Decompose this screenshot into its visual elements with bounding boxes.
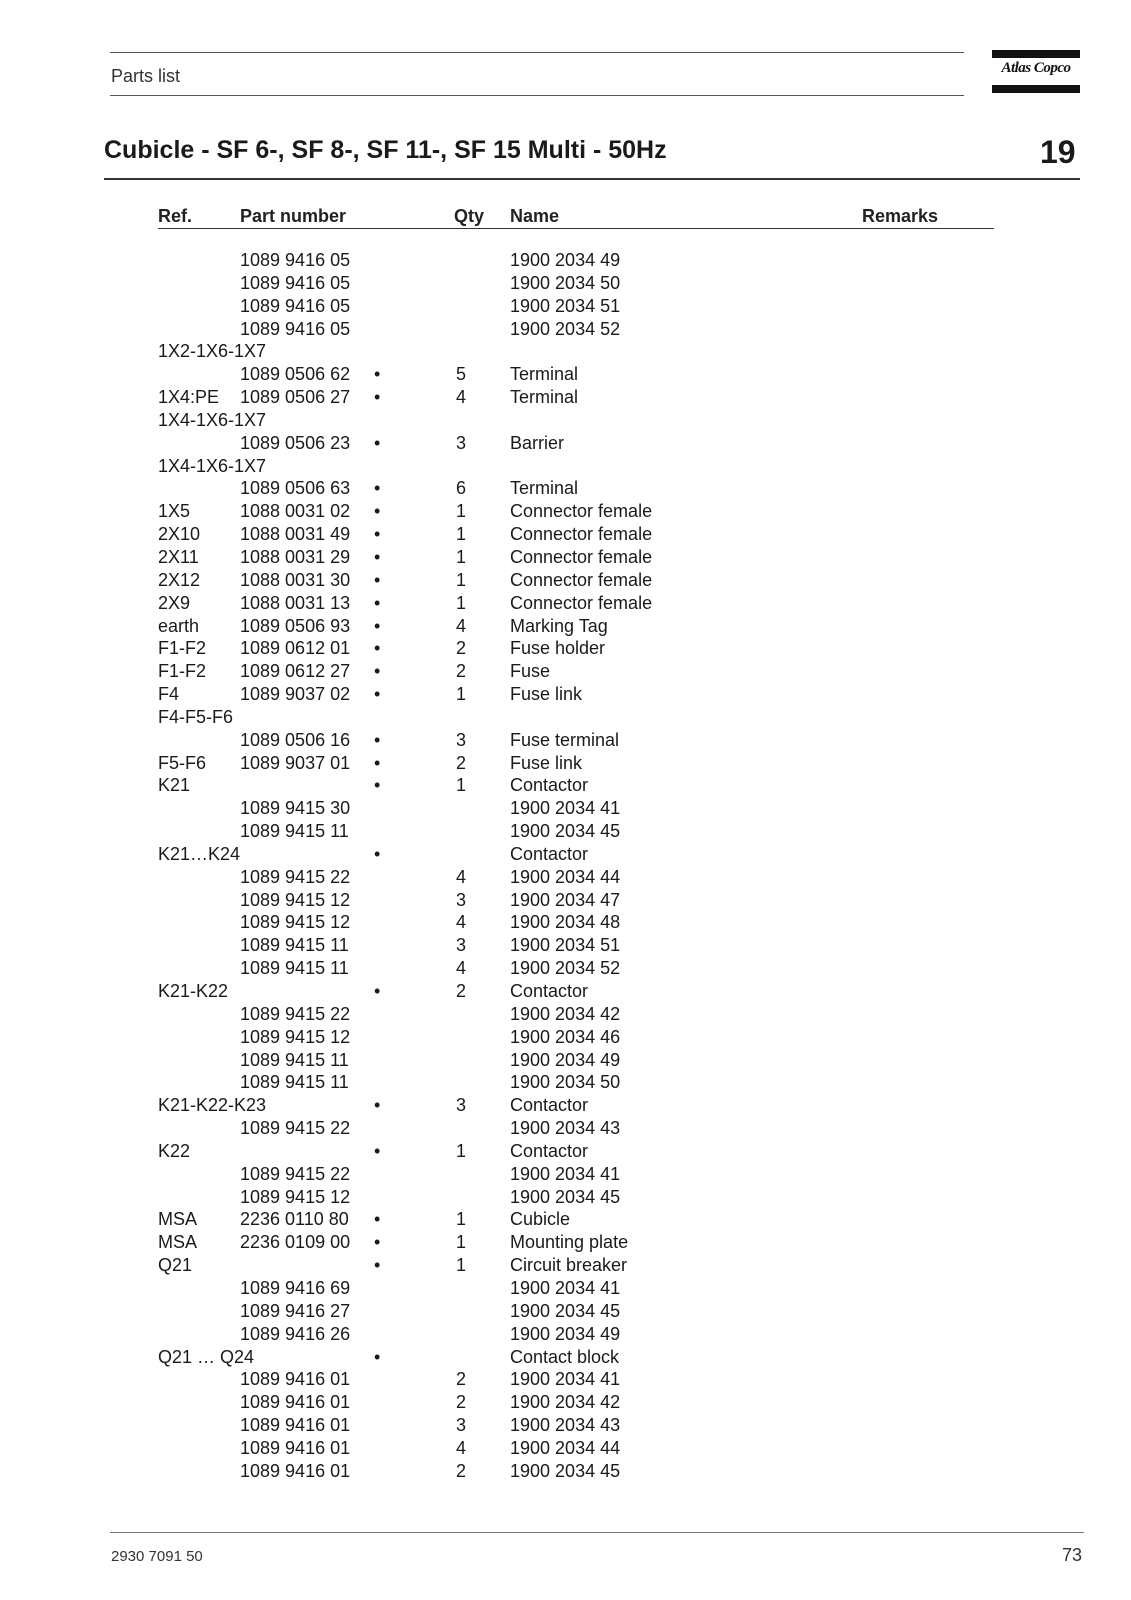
row-part-number: 1088 0031 30 bbox=[240, 569, 351, 590]
footer-rule bbox=[110, 1532, 1084, 1533]
row-name: Circuit breaker bbox=[510, 1255, 628, 1276]
row-qty: 1 bbox=[456, 1255, 467, 1276]
row-part-number: 1089 9415 12 bbox=[240, 912, 351, 933]
table-row bbox=[0, 1254, 1131, 1277]
row-ref: earth bbox=[158, 615, 200, 636]
table-row bbox=[0, 318, 1131, 341]
row-part-number: 2236 0109 00 bbox=[240, 1232, 351, 1253]
row-marker: • bbox=[374, 638, 381, 659]
row-name: Fuse link bbox=[510, 684, 583, 705]
table-row bbox=[0, 1323, 1131, 1346]
table-row bbox=[0, 1460, 1131, 1483]
row-part-number: 1089 0506 23 bbox=[240, 432, 351, 453]
row-qty: 5 bbox=[456, 364, 467, 385]
row-ref: K21-K22 bbox=[158, 981, 229, 1001]
section-number: 19 bbox=[1040, 134, 1076, 170]
row-marker: • bbox=[374, 592, 381, 613]
table-row bbox=[0, 1163, 1131, 1186]
row-name: Fuse terminal bbox=[510, 729, 620, 750]
table-row bbox=[0, 911, 1131, 934]
row-qty: 4 bbox=[456, 958, 467, 979]
row-part-number: 1089 0506 27 bbox=[240, 387, 351, 408]
row-marker: • bbox=[374, 981, 381, 1001]
row-marker: • bbox=[374, 1209, 381, 1230]
row-part-number: 1089 9415 22 bbox=[240, 1003, 351, 1024]
row-ref: MSA bbox=[158, 1232, 198, 1253]
table-row bbox=[0, 363, 1131, 386]
row-part-number: 1089 9416 27 bbox=[240, 1300, 351, 1321]
row-ref: F1-F2 bbox=[158, 661, 207, 682]
row-name: Cubicle bbox=[510, 1209, 571, 1230]
row-name: 1900 2034 45 bbox=[510, 821, 621, 842]
row-part-number: 1089 9415 22 bbox=[240, 866, 351, 887]
row-part-number: 1089 9415 12 bbox=[240, 1026, 351, 1047]
row-marker: • bbox=[374, 478, 381, 499]
row-name: Barrier bbox=[510, 432, 565, 453]
row-part-number: 1089 9415 11 bbox=[240, 958, 349, 979]
row-name: Fuse bbox=[510, 661, 551, 682]
row-qty: 4 bbox=[456, 866, 467, 887]
row-name: 1900 2034 43 bbox=[510, 1415, 621, 1436]
row-qty: 3 bbox=[456, 1095, 467, 1116]
row-name: 1900 2034 44 bbox=[510, 1437, 621, 1458]
row-name: Mounting plate bbox=[510, 1232, 629, 1253]
row-name: Connector female bbox=[510, 592, 653, 613]
column-header-qty: Qty bbox=[454, 206, 485, 226]
table-row bbox=[0, 1414, 1131, 1437]
row-part-number: 1089 9415 11 bbox=[240, 821, 349, 842]
row-part-number: 1089 9415 12 bbox=[240, 1186, 351, 1207]
row-part-number: 1089 0612 01 bbox=[240, 638, 351, 659]
row-name: 1900 2034 49 bbox=[510, 1049, 621, 1070]
row-ref: Q21 bbox=[158, 1255, 193, 1276]
table-row bbox=[0, 1071, 1131, 1094]
row-qty: 4 bbox=[456, 1437, 467, 1458]
row-part-number: 1089 9416 01 bbox=[240, 1460, 351, 1481]
row-part-number: 1089 9416 01 bbox=[240, 1369, 351, 1390]
row-qty: 2 bbox=[456, 1369, 467, 1390]
row-qty: 3 bbox=[456, 729, 467, 750]
table-row bbox=[0, 523, 1131, 546]
row-qty: 3 bbox=[456, 432, 467, 453]
row-ref: K21 bbox=[158, 775, 191, 796]
column-header-name: Name bbox=[510, 206, 560, 226]
column-header-remarks: Remarks bbox=[862, 206, 939, 226]
row-part-number: 1089 9416 05 bbox=[240, 272, 351, 293]
row-name: 1900 2034 51 bbox=[510, 935, 621, 956]
row-name: Terminal bbox=[510, 387, 579, 408]
row-name: 1900 2034 48 bbox=[510, 912, 621, 933]
row-name: 1900 2034 50 bbox=[510, 1072, 621, 1093]
row-qty: 1 bbox=[456, 592, 467, 613]
row-part-number: 1089 9415 22 bbox=[240, 1118, 351, 1139]
table-row bbox=[0, 1208, 1131, 1231]
table-row bbox=[0, 729, 1131, 752]
table-row bbox=[0, 1117, 1131, 1140]
row-ref: K21…K24 bbox=[158, 843, 241, 864]
row-part-number: 1089 9415 30 bbox=[240, 798, 351, 819]
row-qty: 3 bbox=[456, 1415, 467, 1436]
row-part-number: 1089 9416 05 bbox=[240, 318, 351, 339]
row-name: Contact block bbox=[510, 1346, 620, 1367]
row-ref: F4-F5-F6 bbox=[158, 706, 234, 727]
page-number: 73 bbox=[1062, 1545, 1083, 1565]
table-row bbox=[0, 409, 1131, 432]
row-marker: • bbox=[374, 524, 381, 545]
logo-bar-bottom bbox=[992, 85, 1080, 93]
table-row bbox=[0, 455, 1131, 478]
row-qty: 1 bbox=[456, 524, 467, 545]
row-part-number: 1089 9416 01 bbox=[240, 1392, 351, 1413]
row-part-number: 1089 9415 22 bbox=[240, 1163, 351, 1184]
row-marker: • bbox=[374, 432, 381, 453]
table-row bbox=[0, 432, 1131, 455]
row-qty: 6 bbox=[456, 478, 467, 499]
table-row bbox=[0, 683, 1131, 706]
row-marker: • bbox=[374, 729, 381, 750]
row-marker: • bbox=[374, 501, 381, 522]
table-row bbox=[0, 1391, 1131, 1414]
table-row bbox=[0, 1003, 1131, 1026]
row-name: Contactor bbox=[510, 1140, 589, 1161]
row-qty: 2 bbox=[456, 752, 467, 773]
row-marker: • bbox=[374, 546, 381, 567]
row-part-number: 1089 9416 01 bbox=[240, 1415, 351, 1436]
table-row bbox=[0, 1437, 1131, 1460]
row-marker: • bbox=[374, 752, 381, 773]
table-row bbox=[0, 843, 1131, 866]
row-marker: • bbox=[374, 1095, 381, 1116]
table-row bbox=[0, 295, 1131, 318]
row-marker: • bbox=[374, 364, 381, 385]
row-qty: 2 bbox=[456, 1460, 467, 1481]
row-name: 1900 2034 42 bbox=[510, 1392, 621, 1413]
row-qty: 2 bbox=[456, 1392, 467, 1413]
table-row bbox=[0, 592, 1131, 615]
row-part-number: 1088 0031 29 bbox=[240, 546, 351, 567]
table-row bbox=[0, 1049, 1131, 1072]
row-ref: 1X5 bbox=[158, 501, 191, 522]
table-header-rule bbox=[158, 228, 994, 229]
row-ref: F4 bbox=[158, 684, 180, 705]
parts-table bbox=[0, 249, 1131, 1483]
column-header-part-number: Part number bbox=[240, 206, 347, 226]
row-name: 1900 2034 50 bbox=[510, 272, 621, 293]
row-qty: 1 bbox=[456, 775, 467, 796]
row-part-number: 1088 0031 02 bbox=[240, 501, 351, 522]
row-name: 1900 2034 52 bbox=[510, 318, 621, 339]
row-qty: 4 bbox=[456, 387, 467, 408]
row-part-number: 1089 9037 02 bbox=[240, 684, 351, 705]
row-name: 1900 2034 41 bbox=[510, 1277, 621, 1298]
row-marker: • bbox=[374, 1255, 381, 1276]
table-row bbox=[0, 1186, 1131, 1209]
row-qty: 4 bbox=[456, 615, 467, 636]
row-part-number: 1089 9415 11 bbox=[240, 935, 349, 956]
row-part-number: 1088 0031 49 bbox=[240, 524, 351, 545]
row-part-number: 1089 9037 01 bbox=[240, 752, 351, 773]
table-row bbox=[0, 934, 1131, 957]
row-name: Fuse holder bbox=[510, 638, 606, 659]
row-name: 1900 2034 44 bbox=[510, 866, 621, 887]
row-name: Terminal bbox=[510, 478, 579, 499]
row-ref: Q21 … Q24 bbox=[158, 1346, 255, 1367]
row-name: 1900 2034 42 bbox=[510, 1003, 621, 1024]
table-row bbox=[0, 866, 1131, 889]
row-name: 1900 2034 45 bbox=[510, 1300, 621, 1321]
row-qty: 3 bbox=[456, 935, 467, 956]
row-marker: • bbox=[374, 775, 381, 796]
table-row bbox=[0, 615, 1131, 638]
row-part-number: 1088 0031 13 bbox=[240, 592, 351, 613]
row-qty: 1 bbox=[456, 1140, 467, 1161]
row-name: 1900 2034 41 bbox=[510, 1163, 621, 1184]
table-row bbox=[0, 249, 1131, 272]
logo-bar-top bbox=[992, 50, 1080, 58]
row-marker: • bbox=[374, 569, 381, 590]
table-row bbox=[0, 340, 1131, 363]
row-marker: • bbox=[374, 843, 381, 864]
row-name: Contactor bbox=[510, 1095, 589, 1116]
table-row bbox=[0, 1368, 1131, 1391]
row-qty: 1 bbox=[456, 684, 467, 705]
row-name: Connector female bbox=[510, 501, 653, 522]
row-ref: 1X4:PE bbox=[158, 387, 220, 408]
title-underline bbox=[104, 178, 1080, 180]
row-name: Contactor bbox=[510, 981, 589, 1001]
row-name: Marking Tag bbox=[510, 615, 608, 636]
row-name: Connector female bbox=[510, 546, 653, 567]
row-ref: 1X4-1X6-1X7 bbox=[158, 409, 267, 430]
row-name: 1900 2034 45 bbox=[510, 1460, 621, 1481]
table-row bbox=[0, 1231, 1131, 1254]
table-row bbox=[0, 820, 1131, 843]
table-row bbox=[0, 774, 1131, 797]
row-ref: 2X11 bbox=[158, 546, 199, 567]
row-qty: 1 bbox=[456, 1232, 467, 1253]
row-ref: 1X2-1X6-1X7 bbox=[158, 341, 267, 362]
table-row bbox=[0, 546, 1131, 569]
row-qty: 2 bbox=[456, 661, 467, 682]
row-part-number: 1089 9416 26 bbox=[240, 1323, 351, 1344]
row-name: Connector female bbox=[510, 569, 653, 590]
row-part-number: 1089 0506 16 bbox=[240, 729, 351, 750]
table-row bbox=[0, 957, 1131, 980]
page-title: Cubicle - SF 6-, SF 8-, SF 11-, SF 15 Multi - 50Hz bbox=[104, 136, 667, 164]
row-part-number: 1089 9416 01 bbox=[240, 1437, 351, 1458]
table-row bbox=[0, 1346, 1131, 1369]
row-marker: • bbox=[374, 661, 381, 682]
row-qty: 3 bbox=[456, 889, 467, 910]
row-marker: • bbox=[374, 1140, 381, 1161]
table-row bbox=[0, 797, 1131, 820]
table-row bbox=[0, 752, 1131, 775]
table-row bbox=[0, 272, 1131, 295]
row-qty: 2 bbox=[456, 638, 467, 659]
row-part-number: 1089 9415 12 bbox=[240, 889, 351, 910]
row-marker: • bbox=[374, 387, 381, 408]
row-name: Fuse link bbox=[510, 752, 583, 773]
row-ref: 2X9 bbox=[158, 592, 191, 613]
row-part-number: 1089 9416 69 bbox=[240, 1277, 351, 1298]
table-row bbox=[0, 889, 1131, 912]
row-ref: K21-K22-K23 bbox=[158, 1095, 267, 1116]
table-row bbox=[0, 569, 1131, 592]
row-ref: F1-F2 bbox=[158, 638, 207, 659]
row-name: 1900 2034 45 bbox=[510, 1186, 621, 1207]
row-part-number: 1089 0506 62 bbox=[240, 364, 351, 385]
row-ref: MSA bbox=[158, 1209, 198, 1230]
row-qty: 4 bbox=[456, 912, 467, 933]
table-row bbox=[0, 706, 1131, 729]
row-marker: • bbox=[374, 1232, 381, 1253]
row-qty: 1 bbox=[456, 501, 467, 522]
table-row bbox=[0, 1094, 1131, 1117]
row-name: 1900 2034 46 bbox=[510, 1026, 621, 1047]
row-qty: 2 bbox=[456, 981, 467, 1001]
row-name: 1900 2034 52 bbox=[510, 958, 621, 979]
row-part-number: 1089 0506 63 bbox=[240, 478, 351, 499]
row-name: Contactor bbox=[510, 775, 589, 796]
row-part-number: 1089 9415 11 bbox=[240, 1049, 349, 1070]
table-row bbox=[0, 1277, 1131, 1300]
table-row bbox=[0, 1026, 1131, 1049]
row-part-number: 1089 0612 27 bbox=[240, 661, 351, 682]
table-row bbox=[0, 500, 1131, 523]
table-row bbox=[0, 660, 1131, 683]
row-name: 1900 2034 41 bbox=[510, 798, 621, 819]
row-name: Connector female bbox=[510, 524, 653, 545]
row-marker: • bbox=[374, 1346, 381, 1367]
row-ref: F5-F6 bbox=[158, 752, 207, 773]
table-row bbox=[0, 1140, 1131, 1163]
column-header-ref: Ref. bbox=[158, 206, 193, 226]
table-row bbox=[0, 980, 1131, 1003]
row-name: Contactor bbox=[510, 843, 589, 864]
row-marker: • bbox=[374, 615, 381, 636]
row-name: 1900 2034 43 bbox=[510, 1118, 621, 1139]
row-ref: 1X4-1X6-1X7 bbox=[158, 455, 267, 476]
row-part-number: 1089 9416 05 bbox=[240, 250, 351, 270]
row-name: 1900 2034 49 bbox=[510, 1323, 621, 1344]
row-name: Terminal bbox=[510, 364, 579, 385]
brand-logo bbox=[992, 50, 1080, 94]
row-name: 1900 2034 51 bbox=[510, 295, 621, 316]
row-name: 1900 2034 49 bbox=[510, 250, 621, 270]
row-name: 1900 2034 47 bbox=[510, 889, 621, 910]
row-qty: 1 bbox=[456, 1209, 467, 1230]
row-part-number: 1089 9415 11 bbox=[240, 1072, 349, 1093]
row-ref: 2X12 bbox=[158, 569, 201, 590]
table-row bbox=[0, 637, 1131, 660]
row-name: 1900 2034 41 bbox=[510, 1369, 621, 1390]
table-row bbox=[0, 477, 1131, 500]
section-label: Parts list bbox=[111, 66, 181, 86]
row-part-number: 1089 9416 05 bbox=[240, 295, 351, 316]
row-ref: K22 bbox=[158, 1140, 191, 1161]
row-qty: 1 bbox=[456, 569, 467, 590]
table-row bbox=[0, 386, 1131, 409]
row-ref: 2X10 bbox=[158, 524, 201, 545]
row-part-number: 2236 0110 80 bbox=[240, 1209, 349, 1230]
row-qty: 1 bbox=[456, 546, 467, 567]
logo-wordmark: Atlas Copco bbox=[1001, 60, 1071, 76]
table-row bbox=[0, 1300, 1131, 1323]
row-marker: • bbox=[374, 684, 381, 705]
document-number: 2930 7091 50 bbox=[111, 1548, 203, 1565]
header-rule-top bbox=[110, 52, 964, 53]
row-part-number: 1089 0506 93 bbox=[240, 615, 351, 636]
header-rule-bottom bbox=[110, 95, 964, 96]
